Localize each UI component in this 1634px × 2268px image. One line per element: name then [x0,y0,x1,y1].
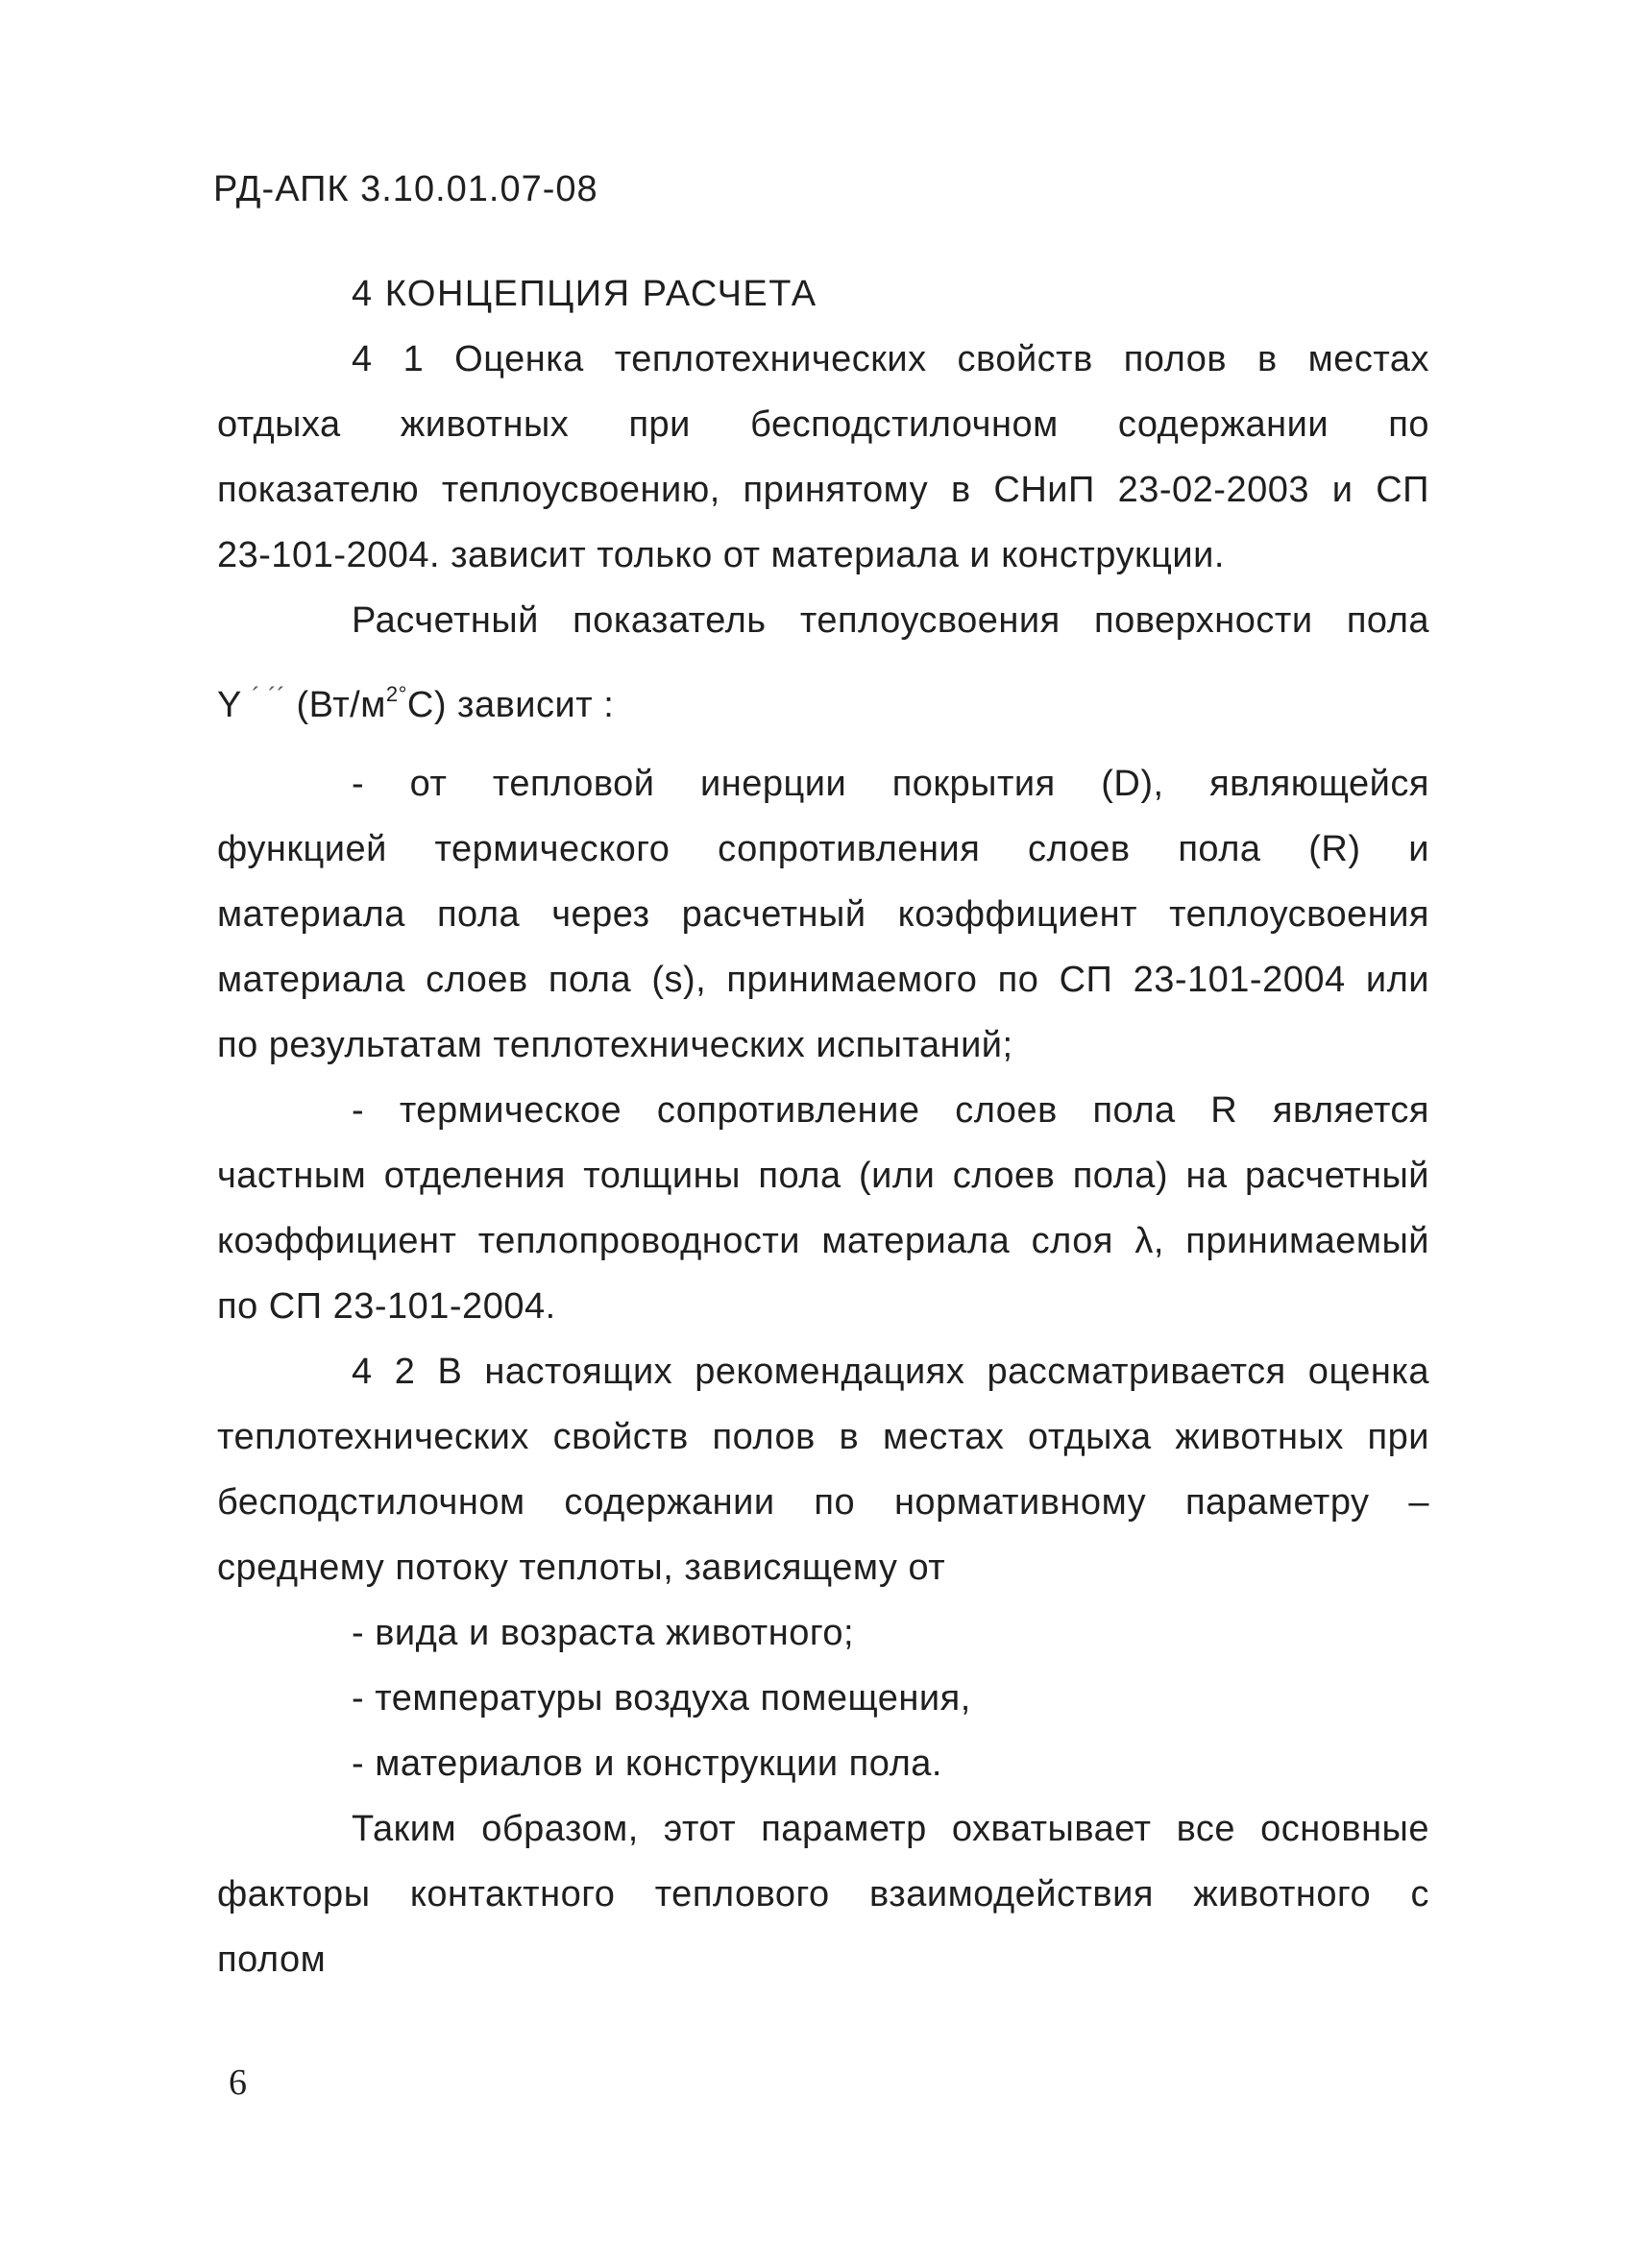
formula-smudge: ´ ´´ [252,682,286,711]
text-line: - термическое сопротивление слоев пола R является [352,1090,1429,1131]
list-item: - температуры воздуха помещения, [352,1678,971,1719]
formula-unit-superscript: 2° [385,682,407,706]
text-line: теплотехнических свойств полов в местах отдыха животных при [217,1417,1429,1457]
text-line: 4 2 В настоящих рекомендациях рассматривается оценка [352,1352,1429,1392]
page-number: 6 [229,2062,247,2103]
text-line: - от тепловой инерции покрытия (D), являющейся [352,764,1429,804]
text-line: Таким образом, этот параметр охватывает все основные [352,1809,1429,1849]
formula-unit: (Вт/м [296,685,386,725]
text-line: Расчетный показатель теплоусвоения поверхности пола [352,600,1429,641]
text-line: отдыха животных при бесподстилочном содержании по [217,404,1429,445]
formula-unit-close: С) зависит : [406,685,615,725]
text-line: функцией термического сопротивления слоев пола (R) и [217,829,1429,869]
document-header: РД-АПК 3.10.01.07-08 [213,169,598,209]
text-line: 23-101-2004. зависит только от материала и конструкции. [217,535,1225,575]
text-line: факторы контактного теплового взаимодействия животного с [217,1874,1429,1914]
section-title: 4 КОНЦЕПЦИЯ РАСЧЕТА [352,274,817,314]
formula-line [217,684,1429,723]
text-line: частным отделения толщины пола (или слоев пола) на расчетный [217,1156,1429,1196]
text-line: показателю теплоусвоению, принятому в СНиП 23-02-2003 и СП [217,470,1429,510]
formula-symbol: Y [217,685,242,725]
list-item: - материалов и конструкции пола. [352,1744,942,1784]
text-line: по СП 23-101-2004. [217,1286,556,1327]
text-line: бесподстилочном содержании по нормативному параметру – [217,1482,1429,1523]
text-line: 4 1 Оценка теплотехнических свойств полов в местах [352,339,1429,379]
text-line: материала пола через расчетный коэффициент теплоусвоения [217,894,1429,935]
list-item: - вида и возраста животного; [352,1613,855,1653]
text-line: среднему потоку теплоты, зависящему от [217,1548,946,1588]
text-line: по результатам теплотехнических испытаний; [217,1025,1013,1065]
text-line: материала слоев пола (s), принимаемого по СП 23-101-2004 или [217,960,1429,1000]
text-line: полом [217,1939,327,1980]
text-line: коэффициент теплопроводности материала слоя λ, принимаемый [217,1221,1429,1261]
